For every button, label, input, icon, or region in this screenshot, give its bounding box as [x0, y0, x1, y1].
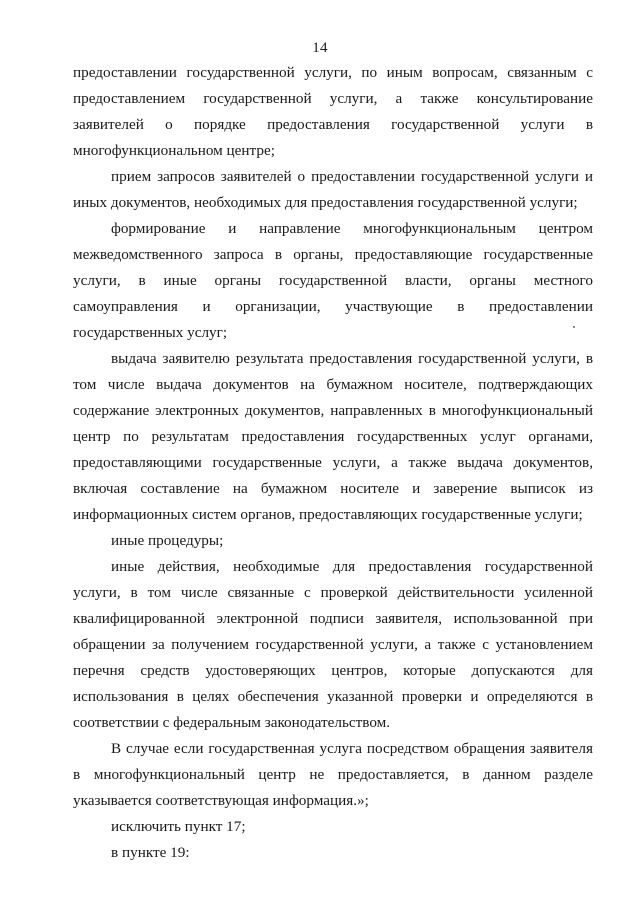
paragraph-other-procedures: иные процедуры; [111, 532, 224, 549]
paragraph-item-19: в пункте 19: [111, 844, 190, 861]
paragraph-consultation: предоставлении государственной услуги, по иным вопросам, связанным с предоставлением государственной услуги, а также консультирование заявителей о порядке предоставления государственной услуги в многофункциональном центре; [73, 64, 593, 159]
paragraph-other-actions: иные действия, необходимые для предоставления государственной услуги, в том числе связанные с проверкой действительности усиленной квалифицированной электронной подписи заявителя, использованной при обращении за получением государственной услуги, а также с установлением перечня средств удостоверяющих центров, которые допускаются для использования в целях обеспечения указанной проверки и определяются в соответствии с федеральным законодательством. [73, 558, 593, 731]
paragraph-result-issuance: выдача заявителю результата предоставления государственной услуги, в том числе выдача документов на бумажном носителе, подтверждающих содержание электронных документов, направленных в многофункциональный центр по результатам предоставления государственных услуг органами, предоставляющими государственные услуги, а также выдача документов, включая составление на бумажном носителе и заверение выписок из информационных систем органов, предоставляющих государственные услуги; [73, 350, 593, 523]
paragraph-exclude-item-17: исключить пункт 17; [111, 818, 246, 835]
document-body [73, 60, 593, 866]
scan-speck [573, 326, 575, 328]
paragraph-requests: прием запросов заявителей о предоставлении государственной услуги и иных документов, необходимых для предоставления государственной услуги; [73, 168, 593, 211]
page-number: 14 [312, 40, 328, 56]
paragraph-interagency-request: формирование и направление многофункциональным центром межведомственного запроса в органы, предоставляющие государственные услуги, в иные органы государственной власти, органы местного самоуправления и организации, участвующие в предоставлении государственных услуг; [73, 220, 593, 341]
paragraph-not-provided-case: В случае если государственная услуга посредством обращения заявителя в многофункциональный центр не предоставляется, в данном разделе указывается соответствующая информация.»; [73, 740, 593, 809]
